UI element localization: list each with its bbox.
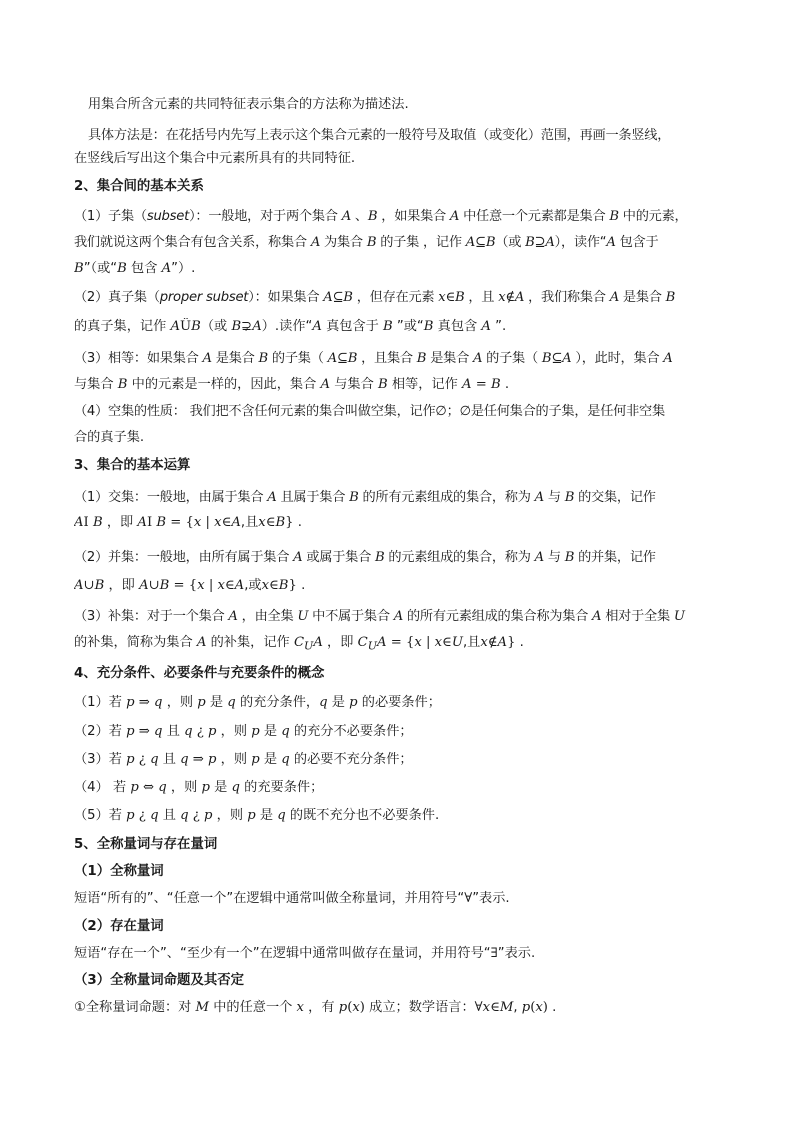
text-line: 我们就说这两个集合有包含关系，称集合 A 为集合 B 的子集 ，记作 A⊆B（或 B⊇A），读作“A 包含于 — [74, 235, 659, 250]
text-line: （3）若 p ¿ q 且 q ⇒ p ，则 p 是 q 的必要不充分条件； — [74, 752, 413, 767]
text-line: 与集合 B 中的元素是一样的，因此，集合 A 与集合 B 相等，记作 A = B . — [74, 377, 510, 392]
text-line: （4） 若 p ⇔ q ，则 p 是 q 的充要条件； — [74, 780, 324, 795]
text-line: （2）并集：一般地，由所有属于集合 A 或属于集合 B 的元素组成的集合，称为 A 与 B 的并集，记作 — [74, 550, 656, 565]
text-line: B”（或“B 包含 A”）. — [74, 261, 196, 276]
text-line: ①全称量词命题：对 M 中的任意一个 x ，有 p(x) 成立；数学语言：∀x∈M, p(x) . — [74, 1000, 557, 1015]
text-line: A∪B ，即 A∪B = {x | x∈A,或x∈B} . — [74, 578, 306, 593]
text-line: 的真子集，记作 AÜB（或 B⊋A）.读作“A 真包含于 B ”或“B 真包含 A ”. — [74, 319, 507, 334]
text-line: （1）子集（subset）：一般地，对于两个集合 A 、B ，如果集合 A 中任意一个元素都是集合 B 中的元素， — [74, 209, 688, 224]
section-heading: （3）全称量词命题及其否定 — [74, 973, 245, 988]
text-line: （3）补集：对于一个集合 A ，由全集 U 中不属于集合 A 的所有元素组成的集合称为集合 A 相对于全集 U — [74, 609, 685, 624]
section-heading: （2）存在量词 — [74, 919, 164, 934]
text-line: 的补集，简称为集合 A 的补集，记作 $C_UA$ ，即 $C_UA = \{x$ | x∈U,且x∉A} . — [74, 635, 524, 653]
text-line: 用集合所含元素的共同特征表示集合的方法称为描述法. — [88, 97, 409, 112]
section-heading: 4、充分条件、必要条件与充要条件的概念 — [74, 666, 325, 681]
text-line: 合的真子集. — [74, 430, 145, 445]
section-heading: 5、全称量词与存在量词 — [74, 837, 218, 852]
text-line: 短语“所有的”、“任意一个”在逻辑中通常叫做全称量词，并用符号“∀”表示. — [74, 891, 510, 906]
text-line: 在竖线后写出这个集合中元素所具有的共同特征. — [74, 151, 356, 166]
section-heading: 3、集合的基本运算 — [74, 458, 191, 473]
section-heading: （1）全称量词 — [74, 864, 164, 879]
text-line: 具体方法是：在花括号内先写上表示这个集合元素的一般符号及取值（或变化）范围，再画一条竖线， — [88, 128, 671, 143]
text-line: AI B ，即 AI B = {x | x∈A,且x∈B} . — [74, 515, 302, 530]
text-line: 短语“存在一个”、“至少有一个”在逻辑中通常叫做存在量词，并用符号“∃”表示. — [74, 946, 536, 961]
text-line: （1）交集：一般地，由属于集合 A 且属于集合 B 的所有元素组成的集合，称为 A 与 B 的交集，记作 — [74, 490, 656, 505]
text-line: （2）若 p ⇒ q 且 q ¿ p ，则 p 是 q 的充分不必要条件； — [74, 724, 413, 739]
text-line: （1）若 p ⇒ q ，则 p 是 q 的充分条件，q 是 p 的必要条件； — [74, 695, 441, 710]
text-line: （4）空集的性质： 我们把不含任何元素的集合叫做空集，记作∅；∅是任何集合的子集，是任何非空集 — [74, 404, 665, 419]
text-line: （2）真子集（proper subset）：如果集合 A⊆B ，但存在元素 x∈B ，且 x∉A ，我们称集合 A 是集合 B — [74, 290, 676, 305]
section-heading: 2、集合间的基本关系 — [74, 179, 204, 194]
text-line: （5）若 p ¿ q 且 q ¿ p ，则 p 是 q 的既不充分也不必要条件. — [74, 808, 440, 823]
text-line: （3）相等：如果集合 A 是集合 B 的子集（ A⊆B ，且集合 B 是集合 A 的子集（ B⊆A ），此时，集合 A — [74, 351, 673, 366]
